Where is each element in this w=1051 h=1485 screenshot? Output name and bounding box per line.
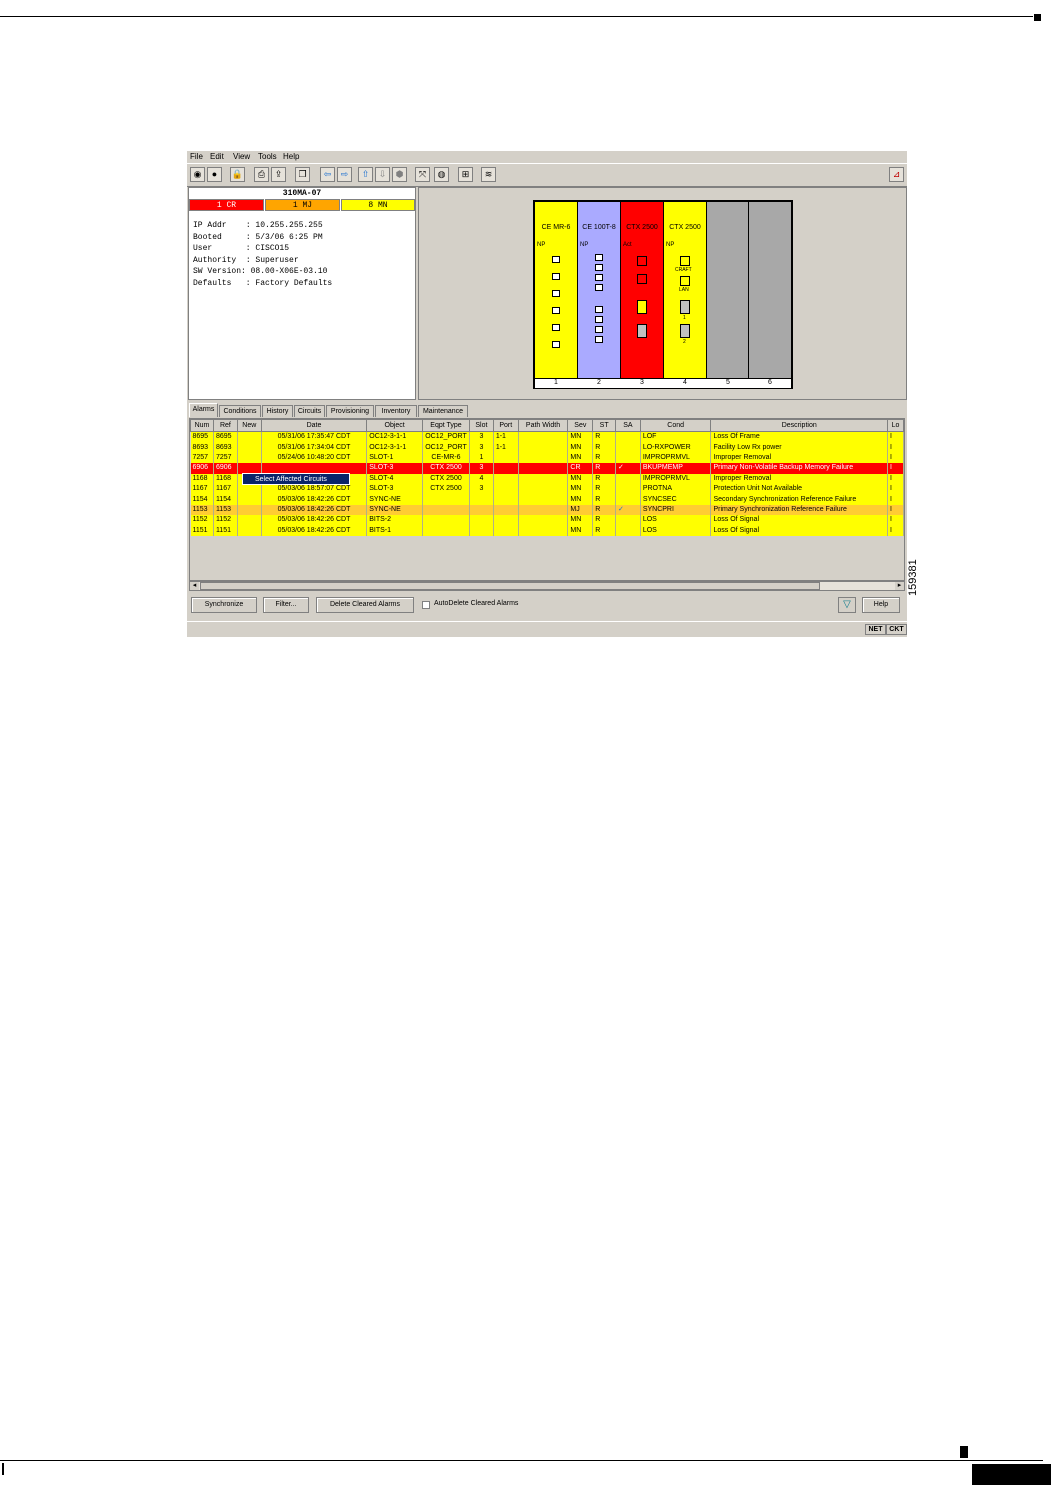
- table-row[interactable]: [191, 442, 904, 452]
- craft-port[interactable]: [637, 256, 647, 266]
- table-cell: 6906: [213, 463, 237, 473]
- table-cell: I: [887, 526, 903, 536]
- scroll-right-icon[interactable]: ▸: [895, 582, 904, 590]
- menu-edit[interactable]: Edit: [210, 152, 224, 161]
- lan-port[interactable]: [680, 276, 690, 286]
- table-cell: [469, 505, 493, 515]
- table-cell: R: [593, 442, 616, 452]
- card-status: NP: [537, 242, 546, 248]
- table-cell: OC12-3-1-1: [367, 442, 423, 452]
- table-cell: R: [593, 505, 616, 515]
- info-key: Defaults: [193, 278, 232, 288]
- table-cell: 1-1: [493, 442, 518, 452]
- toolbar: [187, 163, 907, 187]
- table-cell: I: [887, 432, 903, 443]
- table-cell: I: [887, 505, 903, 515]
- table-cell: [518, 494, 568, 504]
- port-2[interactable]: [637, 324, 647, 338]
- table-cell: [616, 453, 641, 463]
- table-cell: LOS: [640, 526, 711, 536]
- table-cell: [423, 515, 470, 525]
- export-icon[interactable]: ⇪: [271, 167, 286, 182]
- port[interactable]: [595, 306, 603, 313]
- table-cell: I: [887, 453, 903, 463]
- table-cell: [493, 463, 518, 473]
- table-cell: SLOT-3: [367, 463, 423, 473]
- table-cell: 05/03/06 18:42:26 CDT: [261, 494, 367, 504]
- table-cell: 05/03/06 18:42:26 CDT: [261, 526, 367, 536]
- table-cell: [518, 515, 568, 525]
- card-status: Act: [623, 242, 632, 248]
- table-cell: [469, 494, 493, 504]
- table-cell: 1154: [191, 494, 214, 504]
- up-arrow-icon[interactable]: ⇧: [358, 167, 373, 182]
- critical-count: 1 CR: [189, 199, 264, 211]
- table-cell: 1: [469, 453, 493, 463]
- context-menu-select-affected-circuits[interactable]: Select Affected Circuits: [242, 473, 350, 485]
- down-arrow-icon[interactable]: ⇩: [375, 167, 390, 182]
- table-cell: I: [887, 442, 903, 452]
- port[interactable]: [552, 341, 560, 348]
- table-cell: 1151: [213, 526, 237, 536]
- slot-number: 3: [640, 379, 644, 386]
- table-cell: [237, 494, 261, 504]
- table-cell: SLOT-4: [367, 474, 423, 484]
- home-icon[interactable]: ⬢: [392, 167, 407, 182]
- table-row[interactable]: [191, 494, 904, 504]
- table-cell: 1168: [191, 474, 214, 484]
- table-cell: [237, 442, 261, 452]
- table-cell: [518, 432, 568, 443]
- port[interactable]: [552, 307, 560, 314]
- slot-number: 5: [726, 379, 730, 386]
- ckt-indicator: CKT: [886, 624, 907, 635]
- table-cell: ✓: [616, 505, 641, 515]
- table-cell: [493, 505, 518, 515]
- port[interactable]: [595, 264, 603, 271]
- table-cell: [469, 515, 493, 525]
- table-cell: 1154: [213, 494, 237, 504]
- tab-history[interactable]: History: [262, 405, 293, 417]
- card-name: CTX 2500: [669, 224, 701, 231]
- table-cell: 1152: [191, 515, 214, 525]
- port[interactable]: [552, 273, 560, 280]
- table-cell: 8693: [191, 442, 214, 452]
- info-value: Superuser: [255, 255, 299, 265]
- table-cell: 1-1: [493, 432, 518, 443]
- table-cell: SYNC-NE: [367, 505, 423, 515]
- table-cell: [518, 463, 568, 473]
- table-cell: 4: [469, 474, 493, 484]
- column-header[interactable]: New: [237, 420, 261, 432]
- table-cell: [493, 494, 518, 504]
- status-bar: [187, 621, 907, 636]
- table-cell: 1151: [191, 526, 214, 536]
- table-cell: CR: [568, 463, 593, 473]
- port-2-label: 2: [683, 339, 686, 345]
- info-value: 08.00-X06E-03.10: [250, 267, 328, 276]
- table-cell: [423, 526, 470, 536]
- table-cell: 1153: [213, 505, 237, 515]
- table-cell: 1167: [213, 484, 237, 494]
- table-cell: [423, 505, 470, 515]
- table-cell: [237, 515, 261, 525]
- table-cell: SLOT-1: [367, 453, 423, 463]
- table-cell: [237, 432, 261, 443]
- table-cell: Improper Removal: [711, 453, 887, 463]
- slot-6-empty[interactable]: [749, 202, 791, 378]
- page-header-mark: [1034, 14, 1041, 21]
- table-cell: SYNCSEC: [640, 494, 711, 504]
- page-footer-tick: [2, 1463, 4, 1475]
- major-count: 1 MJ: [265, 199, 340, 211]
- table-cell: [616, 494, 641, 504]
- table-cell: I: [887, 515, 903, 525]
- table-cell: [493, 515, 518, 525]
- menu-file[interactable]: File: [190, 152, 203, 161]
- filter-funnel-icon[interactable]: ▽: [838, 597, 856, 613]
- table-header-row: [191, 420, 904, 432]
- figure-id: 159381: [907, 559, 919, 596]
- table-cell: 8695: [213, 432, 237, 443]
- table-cell: [423, 494, 470, 504]
- table-cell: OC12_PORT: [423, 432, 470, 443]
- table-row[interactable]: [191, 432, 904, 443]
- craft-port[interactable]: [680, 256, 690, 266]
- info-value: 10.255.255.255: [255, 221, 323, 230]
- table-cell: BITS-2: [367, 515, 423, 525]
- column-header[interactable]: Date: [261, 420, 367, 432]
- table-cell: 1167: [191, 484, 214, 494]
- table-cell: MN: [568, 474, 593, 484]
- back-arrow-icon[interactable]: ⇦: [320, 167, 335, 182]
- column-header[interactable]: Num: [191, 420, 214, 432]
- port-1[interactable]: [637, 300, 647, 314]
- table-cell: 8695: [191, 432, 214, 443]
- table-cell: CTX 2500: [423, 463, 470, 473]
- table-cell: R: [593, 474, 616, 484]
- table-cell: Secondary Synchronization Reference Failure: [711, 494, 887, 504]
- horizontal-scrollbar[interactable]: [189, 581, 905, 591]
- table-cell: PROTNA: [640, 484, 711, 494]
- globe-icon[interactable]: ◍: [434, 167, 449, 182]
- column-header[interactable]: Description: [711, 420, 887, 432]
- port[interactable]: [595, 274, 603, 281]
- port[interactable]: [552, 324, 560, 331]
- port[interactable]: [595, 284, 603, 291]
- column-header[interactable]: Lo: [887, 420, 903, 432]
- table-cell: 1168: [213, 474, 237, 484]
- table-cell: R: [593, 526, 616, 536]
- help-button[interactable]: Help: [862, 597, 900, 613]
- table-cell: R: [593, 432, 616, 443]
- node-view-icon[interactable]: ●: [207, 167, 222, 182]
- zoom-icon[interactable]: ⤧: [415, 167, 430, 182]
- page-footer-mark: [960, 1446, 968, 1458]
- table-cell: MN: [568, 494, 593, 504]
- card-name: CTX 2500: [626, 224, 658, 231]
- slot-5-empty[interactable]: [707, 202, 749, 378]
- table-cell: [493, 484, 518, 494]
- table-cell: Primary Non-Volatile Backup Memory Failure: [711, 463, 887, 473]
- table-cell: OC12_PORT: [423, 442, 470, 452]
- table-cell: 05/03/06 18:42:26 CDT: [261, 505, 367, 515]
- column-header[interactable]: Slot: [469, 420, 493, 432]
- slot-1-card[interactable]: [535, 202, 578, 378]
- scroll-left-icon[interactable]: ◂: [190, 582, 199, 590]
- slot-4-card[interactable]: [664, 202, 707, 378]
- slot-number: 4: [683, 379, 687, 386]
- column-header[interactable]: Ref: [213, 420, 237, 432]
- table-cell: [493, 474, 518, 484]
- table-row[interactable]: [191, 463, 904, 473]
- autodelete-checkbox[interactable]: [422, 601, 430, 609]
- scrollbar-thumb[interactable]: [200, 582, 820, 590]
- table-cell: Loss Of Signal: [711, 526, 887, 536]
- autodelete-label: AutoDelete Cleared Alarms: [434, 600, 519, 607]
- table-cell: LO-RXPOWER: [640, 442, 711, 452]
- table-cell: Primary Synchronization Reference Failure: [711, 505, 887, 515]
- delete-cleared-alarms-button[interactable]: Delete Cleared Alarms: [316, 597, 414, 613]
- table-cell: [616, 526, 641, 536]
- tab-bar: [187, 403, 907, 417]
- table-cell: [237, 463, 261, 473]
- delete-icon[interactable]: ⊞: [458, 167, 473, 182]
- forward-arrow-icon[interactable]: ⇨: [337, 167, 352, 182]
- lock-icon[interactable]: 🔒: [230, 167, 245, 182]
- table-cell: [237, 526, 261, 536]
- table-row[interactable]: [191, 453, 904, 463]
- port[interactable]: [595, 336, 603, 343]
- table-cell: [616, 474, 641, 484]
- table-cell: 05/03/06 18:57:07 CDT: [261, 484, 367, 494]
- table-cell: Loss Of Signal: [711, 515, 887, 525]
- table-cell: 3: [469, 484, 493, 494]
- column-header[interactable]: Cond: [640, 420, 711, 432]
- table-cell: 1153: [191, 505, 214, 515]
- column-header[interactable]: Object: [367, 420, 423, 432]
- table-cell: OC12-3-1-1: [367, 432, 423, 443]
- pdf-icon[interactable]: ⊿: [889, 167, 904, 182]
- table-cell: IMPROPRMVL: [640, 453, 711, 463]
- card-status: NP: [666, 242, 675, 248]
- shelf: [533, 200, 793, 389]
- craft-label: CRAFT: [675, 267, 692, 273]
- table-cell: [518, 474, 568, 484]
- tab-conditions[interactable]: Conditions: [219, 405, 261, 417]
- minor-count: 8 MN: [341, 199, 415, 211]
- table-cell: [616, 515, 641, 525]
- table-row[interactable]: [191, 515, 904, 525]
- table-row[interactable]: [191, 526, 904, 536]
- table-cell: I: [887, 474, 903, 484]
- table-cell: CTX 2500: [423, 474, 470, 484]
- table-cell: I: [887, 484, 903, 494]
- ctc-window: [187, 151, 907, 637]
- print-icon[interactable]: ⎙: [254, 167, 269, 182]
- column-header[interactable]: Sev: [568, 420, 593, 432]
- page-number-tab: [972, 1464, 1051, 1485]
- page-header-rule: [0, 16, 1033, 17]
- table-cell: 05/03/06 18:42:26 CDT: [261, 515, 367, 525]
- table-cell: [518, 484, 568, 494]
- port[interactable]: [595, 326, 603, 333]
- table-cell: [493, 526, 518, 536]
- table-cell: Improper Removal: [711, 474, 887, 484]
- slot-2-card[interactable]: [578, 202, 621, 378]
- table-row[interactable]: [191, 505, 904, 515]
- chart-icon[interactable]: ≋: [481, 167, 496, 182]
- table-cell: SYNC-NE: [367, 494, 423, 504]
- port-1-label: 1: [683, 315, 686, 321]
- table-cell: [237, 505, 261, 515]
- table-cell: 05/24/06 10:48:20 CDT: [261, 453, 367, 463]
- table-cell: MJ: [568, 505, 593, 515]
- info-key: User: [193, 244, 213, 253]
- card-name: CE 100T-8: [582, 224, 616, 231]
- node-info-text: IP Addr : 10.255.255.255 Booted : 5/3/06 6:25 PM User : CISCO15 Authority : Superuser SW Version: 08.00-X06E-03.10 Defaults : Factory Defaults: [193, 221, 333, 288]
- info-key: SW Version: [193, 267, 242, 276]
- menu-tools[interactable]: Tools: [258, 152, 277, 161]
- slot-number: 6: [768, 379, 772, 386]
- column-header[interactable]: Port: [493, 420, 518, 432]
- table-cell: IMPROPRMVL: [640, 474, 711, 484]
- alarms-table-container: [189, 418, 905, 581]
- table-cell: 05/31/06 17:35:47 CDT: [261, 432, 367, 443]
- table-cell: R: [593, 453, 616, 463]
- table-cell: R: [593, 515, 616, 525]
- table-cell: [493, 453, 518, 463]
- table-cell: MN: [568, 442, 593, 452]
- table-cell: 3: [469, 463, 493, 473]
- table-cell: MN: [568, 484, 593, 494]
- info-key: IP Addr: [193, 221, 227, 230]
- table-cell: 3: [469, 442, 493, 452]
- page-footer-rule: [0, 1460, 1043, 1461]
- table-cell: [616, 432, 641, 443]
- table-cell: BITS-1: [367, 526, 423, 536]
- column-header[interactable]: SA: [616, 420, 641, 432]
- net-indicator: NET: [865, 624, 886, 635]
- tab-alarms[interactable]: Alarms: [189, 403, 218, 417]
- filter-button[interactable]: Filter...: [263, 597, 309, 613]
- card-status: NP: [580, 242, 589, 248]
- port[interactable]: [552, 290, 560, 297]
- table-cell: [469, 526, 493, 536]
- lan-port[interactable]: [637, 274, 647, 284]
- tab-inventory[interactable]: Inventory: [375, 405, 417, 417]
- port[interactable]: [595, 254, 603, 261]
- table-cell: MN: [568, 453, 593, 463]
- table-cell: BKUPMEMP: [640, 463, 711, 473]
- port[interactable]: [552, 256, 560, 263]
- slot-numbers: [535, 378, 791, 388]
- synchronize-button[interactable]: Synchronize: [191, 597, 257, 613]
- copy-icon[interactable]: ❐: [295, 167, 310, 182]
- table-cell: SYNCPRI: [640, 505, 711, 515]
- info-value: CISCO15: [255, 244, 290, 253]
- table-cell: I: [887, 494, 903, 504]
- table-cell: R: [593, 494, 616, 504]
- tab-provisioning[interactable]: Provisioning: [326, 405, 374, 417]
- table-cell: I: [887, 463, 903, 473]
- menu-view[interactable]: View: [233, 152, 251, 161]
- table-cell: MN: [568, 515, 593, 525]
- table-cell: [237, 453, 261, 463]
- table-cell: Loss Of Frame: [711, 432, 887, 443]
- table-cell: 7257: [213, 453, 237, 463]
- table-cell: LOS: [640, 515, 711, 525]
- slot-number: 2: [597, 379, 601, 386]
- table-cell: LOF: [640, 432, 711, 443]
- shelf-view-panel: [418, 187, 907, 400]
- port-1[interactable]: [680, 300, 690, 314]
- table-cell: 8693: [213, 442, 237, 452]
- table-cell: [616, 484, 641, 494]
- table-cell: [616, 442, 641, 452]
- table-cell: CTX 2500: [423, 484, 470, 494]
- lan-label: LAN: [679, 287, 689, 293]
- table-cell: Facility Low Rx power: [711, 442, 887, 452]
- menu-help[interactable]: Help: [283, 152, 300, 161]
- info-value: Factory Defaults: [255, 278, 333, 288]
- menu-bar: [187, 151, 907, 163]
- port[interactable]: [595, 316, 603, 323]
- alarm-button-bar: [187, 595, 907, 617]
- tab-circuits[interactable]: Circuits: [294, 405, 325, 417]
- table-cell: 6906: [191, 463, 214, 473]
- column-header[interactable]: ST: [593, 420, 616, 432]
- table-cell: [518, 526, 568, 536]
- column-header[interactable]: Path Width: [518, 420, 568, 432]
- table-cell: ✓: [616, 463, 641, 473]
- table-cell: [518, 505, 568, 515]
- table-cell: 7257: [191, 453, 214, 463]
- info-key: Booted: [193, 232, 222, 242]
- table-cell: 3: [469, 432, 493, 443]
- table-cell: MN: [568, 432, 593, 443]
- column-header[interactable]: Eqpt Type: [423, 420, 470, 432]
- slot-number: 1: [554, 379, 558, 386]
- node-info-panel: [188, 187, 416, 400]
- node-name: 310MA-07: [282, 189, 322, 198]
- slot-3-card[interactable]: [621, 202, 664, 378]
- port-2[interactable]: [680, 324, 690, 338]
- table-cell: 1152: [213, 515, 237, 525]
- table-cell: [518, 453, 568, 463]
- info-key: Authority: [193, 255, 237, 265]
- table-cell: 05/31/06 17:34:04 CDT: [261, 442, 367, 452]
- table-cell: R: [593, 463, 616, 473]
- tab-maintenance[interactable]: Maintenance: [418, 405, 468, 417]
- table-cell: CE-MR-6: [423, 453, 470, 463]
- network-view-icon[interactable]: ◉: [190, 167, 205, 182]
- info-value: 5/3/06 6:25 PM: [255, 232, 323, 242]
- table-cell: R: [593, 484, 616, 494]
- table-cell: MN: [568, 526, 593, 536]
- table-cell: [518, 442, 568, 452]
- table-cell: SLOT-3: [367, 484, 423, 494]
- table-cell: [261, 463, 367, 473]
- card-name: CE MR-6: [541, 224, 571, 231]
- table-cell: Protection Unit Not Available: [711, 484, 887, 494]
